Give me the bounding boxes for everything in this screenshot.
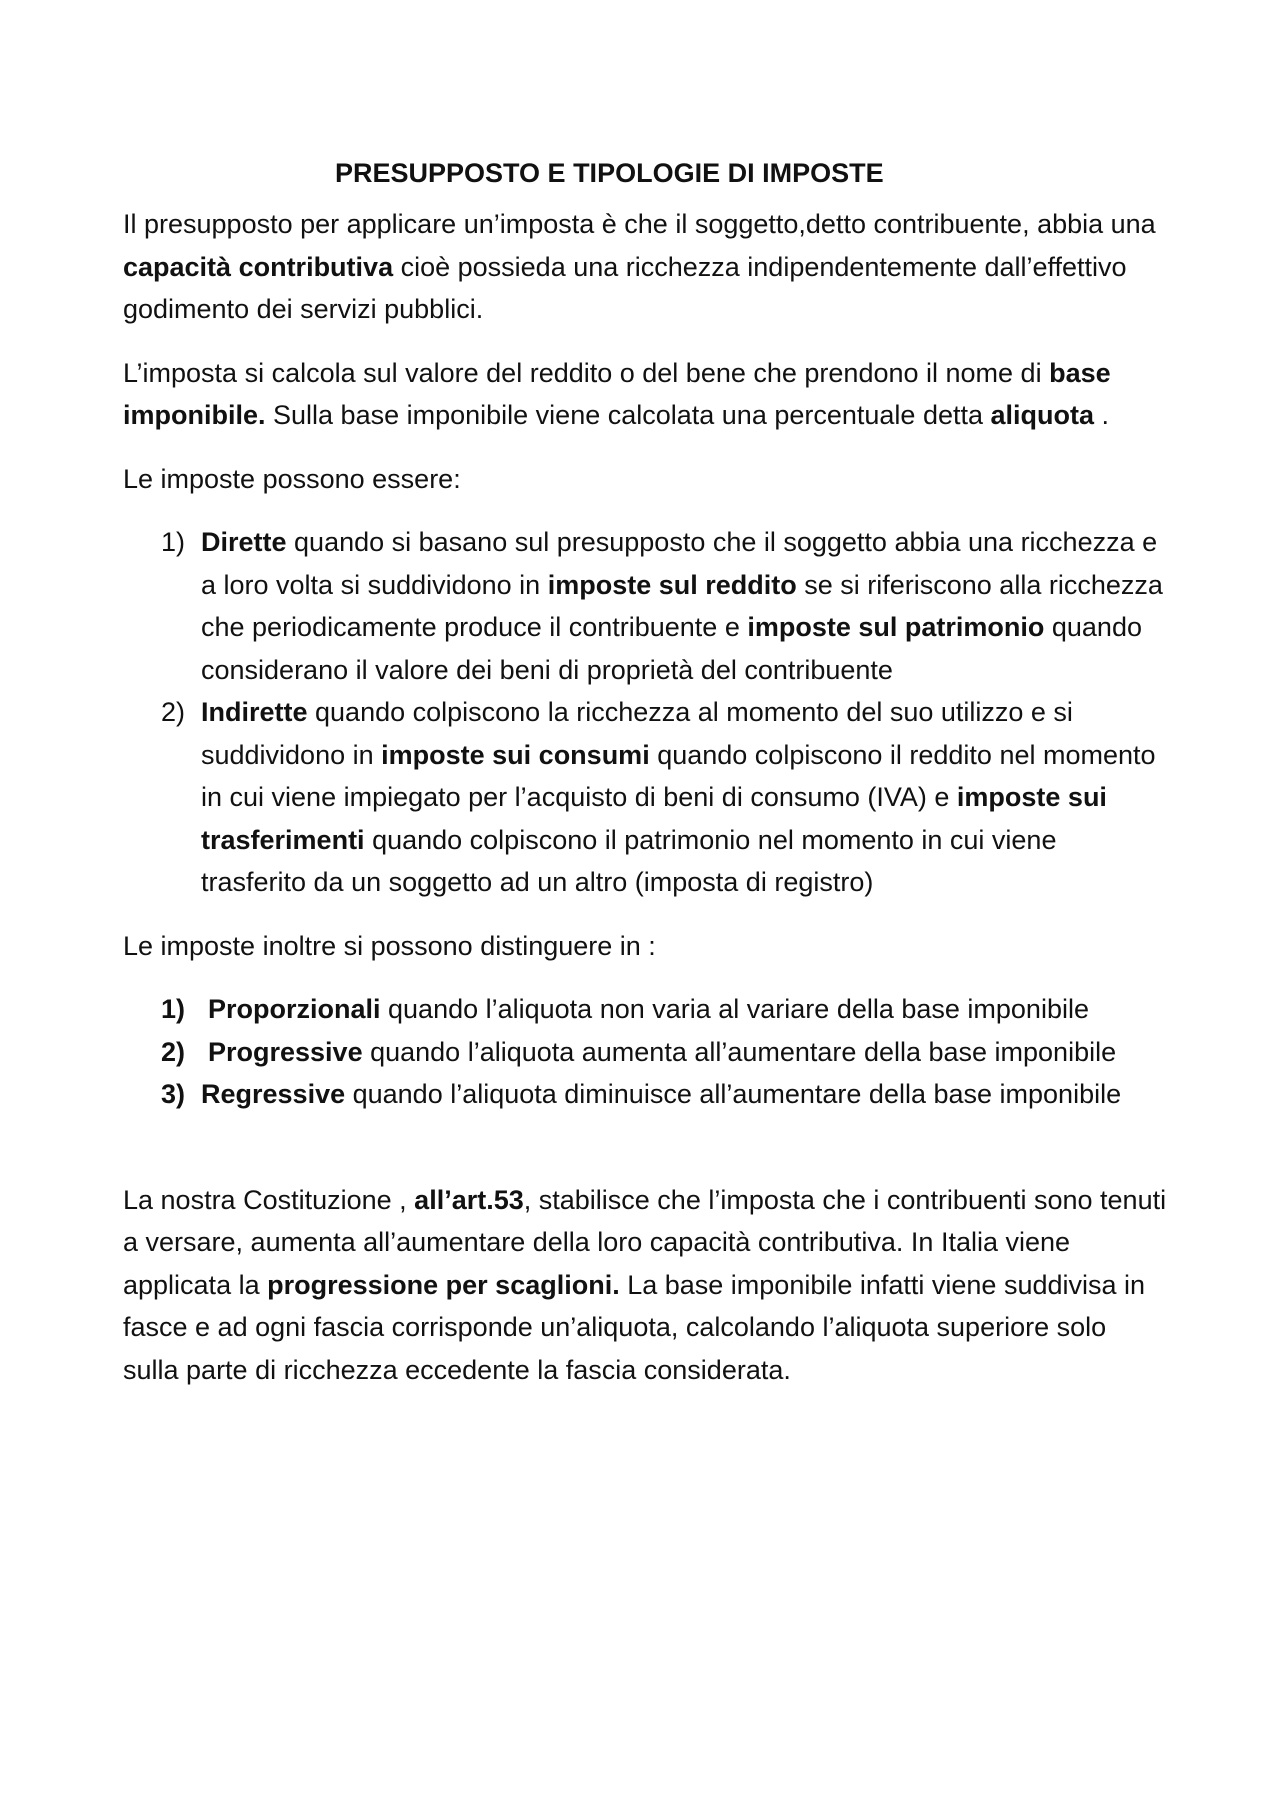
text-span: quando considerano il valore dei beni di proprietà del contribuente xyxy=(201,612,1142,685)
text-span: quando colpiscono la ricchezza al momento del suo utilizzo e si suddividono in xyxy=(201,697,1073,770)
paragraph-presupposto xyxy=(123,203,1168,331)
paragraph-costituzione xyxy=(123,1179,1168,1392)
document-body xyxy=(123,152,1168,1412)
list-item xyxy=(123,521,1168,691)
bold-term: imposte sul reddito xyxy=(547,569,797,600)
text-span: quando l’aliquota diminuisce all’aumentare della base imponibile xyxy=(345,1079,1122,1109)
bold-term: Indirette xyxy=(201,697,308,727)
text-span: L’imposta si calcola sul valore del reddito o del bene che prendono il nome di xyxy=(123,357,1050,388)
text-span: quando l’aliquota aumenta all’aumentare della base imponibile xyxy=(362,1036,1117,1067)
bold-term: aliquota xyxy=(990,400,1095,430)
bold-term: Dirette xyxy=(201,527,287,557)
text-span: Il presupposto per applicare un’imposta è che il soggetto,detto contribuente, abbia una xyxy=(123,209,1156,239)
text-span: Sulla base imponibile viene calcolata una percentuale detta xyxy=(265,400,991,430)
paragraph-distinzione-intro: Le imposte inoltre si possono distinguere in : xyxy=(123,930,656,961)
text-span: La nostra Costituzione , xyxy=(123,1184,415,1215)
text-span: . xyxy=(1094,400,1110,430)
list-number: 2) xyxy=(161,1036,186,1067)
bold-term: Proporzionali xyxy=(208,994,381,1024)
bold-term: Regressive xyxy=(201,1079,346,1109)
text-span: , stabilisce che l’imposta che i contribuenti sono tenuti a versare, aumenta all’aumentare della loro capacità contributiva. In Italia viene applicata la xyxy=(123,1184,1167,1300)
list-number: 2) xyxy=(161,697,186,727)
paragraph-imposte-intro: Le imposte possono essere: xyxy=(123,463,461,494)
bold-term: progressione per scaglioni. xyxy=(267,1269,620,1300)
text-span: quando colpiscono il patrimonio nel momento in cui viene trasferito da un soggetto ad un altro (imposta di registro) xyxy=(201,824,1057,897)
paragraph-base-imponibile xyxy=(123,352,1168,437)
bold-term: imposte sul patrimonio xyxy=(747,612,1045,642)
spacer xyxy=(123,1137,1168,1179)
list-tipologie xyxy=(123,521,1168,904)
text-span: quando si basano sul presupposto che il soggetto abbia una ricchezza e a loro volta si suddividono in xyxy=(201,527,1158,600)
bold-term: imposte sui trasferimenti xyxy=(201,782,1107,855)
text-span: quando colpiscono il reddito nel momento in cui viene impiegato per l’acquisto di beni di consumo (IVA) e xyxy=(201,739,1156,812)
bold-term: base imponibile. xyxy=(123,357,1111,430)
text-span: quando l’aliquota non varia al variare della base imponibile xyxy=(380,994,1089,1024)
bold-term: all’art.53 xyxy=(414,1184,524,1215)
text-span: La base imponibile infatti viene suddivisa in fasce e ad ogni fascia corrisponde un’aliquota, calcolando l’aliquota superiore solo sulla parte di ricchezza eccedente la fascia considerata. xyxy=(123,1269,1146,1385)
list-item xyxy=(123,988,1168,1031)
text-span: se si riferiscono alla ricchezza che periodicamente produce il contribuente e xyxy=(201,569,1163,642)
list-item xyxy=(123,1031,1168,1074)
list-number: 1) xyxy=(161,994,186,1024)
list-number: 1) xyxy=(161,527,186,557)
list-distinzioni xyxy=(123,988,1168,1116)
list-item xyxy=(123,1073,1168,1116)
document-title: PRESUPPOSTO E TIPOLOGIE DI IMPOSTE xyxy=(335,158,884,188)
list-item xyxy=(123,691,1168,904)
text-span: cioè possieda una ricchezza indipendentemente dall’effettivo godimento dei servizi pubblici. xyxy=(123,251,1127,324)
bold-term: capacità contributiva xyxy=(123,251,394,282)
list-number: 3) xyxy=(161,1079,186,1109)
bold-term: Progressive xyxy=(208,1036,363,1067)
bold-term: imposte sui consumi xyxy=(381,739,650,770)
